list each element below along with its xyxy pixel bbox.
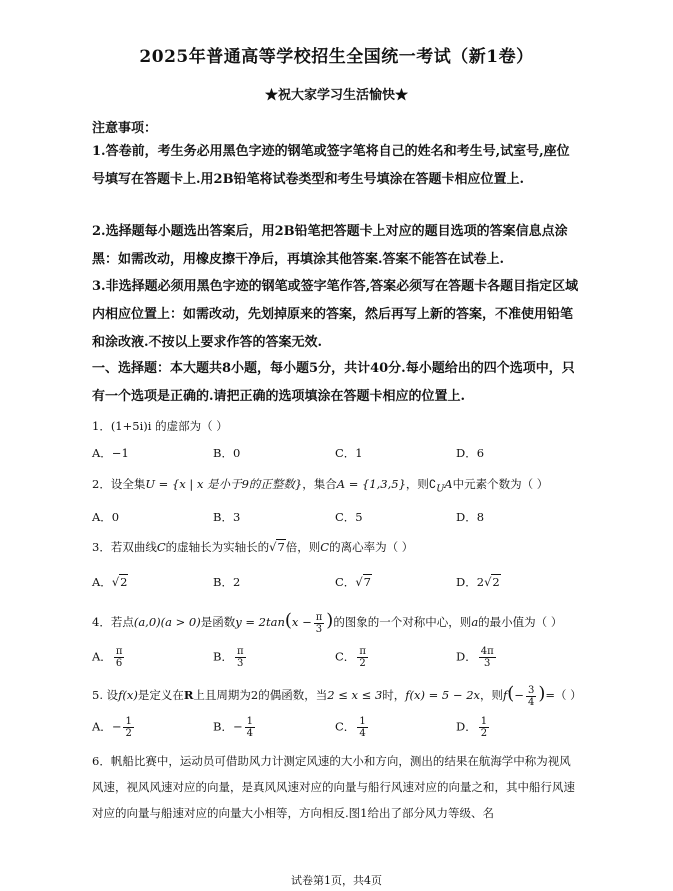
option-d: D．2√2 [456, 575, 500, 589]
option-d: D．8 [456, 510, 485, 524]
option-a: A． $\frac{\pi}{6}$ [92, 646, 123, 669]
option-c: C．1 [335, 446, 363, 460]
page-subtitle: ★祝大家学习生活愉快★ [264, 88, 408, 103]
option-c: C． $\frac{1}{4}$ [335, 716, 366, 739]
option-a: A．√2 [92, 575, 128, 589]
option-b: B．− $\frac{1}{4}$ [213, 716, 253, 739]
option-b: B．3 [213, 510, 241, 524]
option-a: A．−1 [92, 446, 129, 460]
option-c: C．√7 [335, 575, 371, 589]
question-2: 2．设全集U = {x | x 是小于9的正整数}，集合A = {1,3,5}，则$∁_UA$中元素个数为（ ） [92, 477, 549, 495]
option-d: D．6 [456, 446, 485, 460]
question-2-options [92, 509, 582, 529]
note-1: 1.答卷前，考生务必用黑色字迹的钢笔或签字笔将自己的姓名和考生号,试室号,座位号填写在答题卡上.用2B铅笔将试卷类型和考生号填涂在答题卡相应位置上. [92, 144, 570, 187]
page-title: 2025年普通高等学校招生全国统一考试（新1卷） [139, 47, 534, 67]
option-b: B．2 [213, 575, 241, 589]
notes-heading: 注意事项： [92, 121, 158, 136]
question-6: 6．帆船比赛中，运动员可借助风力计测定风速的大小和方向，测出的结果在航海学中称为视风风速，视风风速对应的向量，是真风风速对应的向量与船行风速对应的向量之和，其中船行风速对应的向量与船速对应的向量大小相等，方向相反.图1给出了部分风力等级、名 [92, 754, 575, 820]
option-a: A．− $\frac{1}{2}$ [92, 716, 132, 739]
option-b: B．0 [213, 446, 241, 460]
option-c: C．5 [335, 510, 363, 524]
set-a: A = {1,3,5} [336, 477, 406, 491]
note-3: 3.非选择题必须用黑色字迹的钢笔或签字笔作答,答案必须写在答题卡各题目指定区域内相应位置上：如需改动，先划掉原来的答案，然后再写上新的答案，不准使用铅笔和涂改液.不按以上要求作答的答案无效. [92, 279, 579, 350]
question-3: 3．若双曲线C的虚轴长为实轴长的√7倍，则C的离心率为（ ） [92, 540, 414, 554]
question-5: 5. 设f(x)是定义在R上且周期为2的偶函数，当2 ≤ x ≤ 3时，f(x) = 5 − 2x，则f(− $\frac{3}{4}$ )=（ ） [92, 683, 582, 708]
sqrt-symbol: √ [269, 540, 277, 554]
question-4: 4．若点(a,0)(a > 0)是函数y = 2tan(x − $\frac{\pi}{3}$ )的图象的一个对称中心，则a的最小值为（ ） [92, 610, 563, 635]
question-5-options [92, 716, 582, 746]
question-1: 1．(1+5i)i 的虚部为（ ） [92, 419, 228, 433]
option-b: B． $\frac{\pi}{3}$ [213, 646, 244, 669]
question-4-options [92, 646, 582, 676]
set-u: U = {x | x 是小于9的正整数} [145, 477, 303, 491]
option-d: D． $\frac{4\pi}{3}$ [456, 646, 494, 669]
page-footer: 试卷第1页，共4页 [291, 874, 382, 887]
question-1-options [92, 445, 582, 465]
question-3-options [92, 574, 582, 594]
option-c: C． $\frac{\pi}{2}$ [335, 646, 366, 669]
option-d: D． $\frac{1}{2}$ [456, 716, 488, 739]
complement-symbol: ∁ [428, 477, 437, 491]
note-2: 2.选择题每小题选出答案后，用2B铅笔把答题卡上对应的题目选项的答案信息点涂黑：如需改动，用橡皮擦干净后，再填涂其他答案.答案不能答在试卷上. [92, 224, 568, 267]
option-a: A．0 [92, 510, 120, 524]
section-heading: 一、选择题：本大题共8小题，每小题5分，共计40分.每小题给出的四个选项中，只有一个选项是正确的.请把正确的选项填涂在答题卡相应的位置上. [92, 361, 575, 404]
